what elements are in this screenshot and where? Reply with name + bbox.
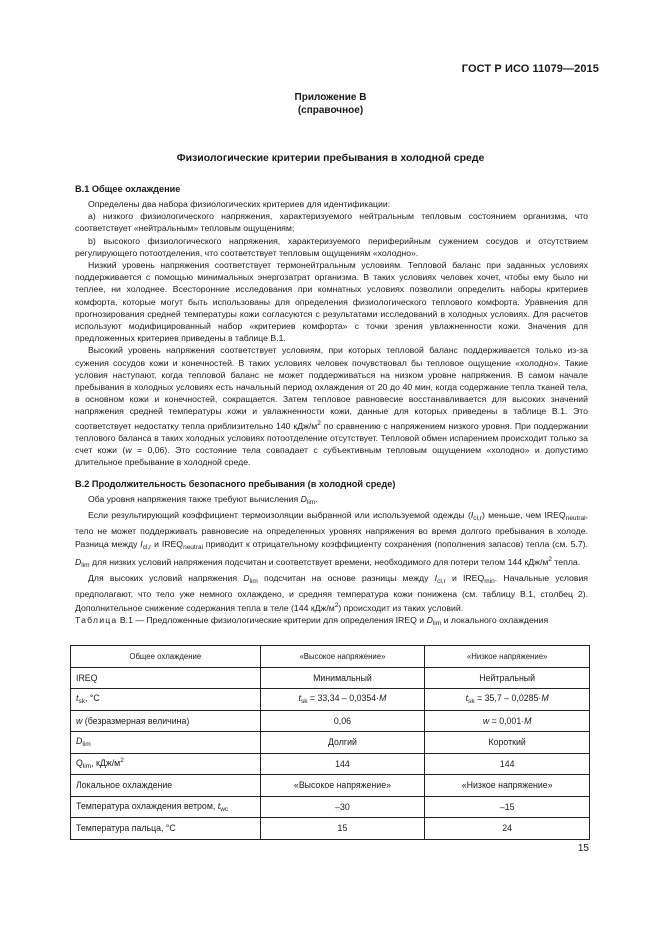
- appendix-subtitle: (справочное): [297, 105, 364, 116]
- table-header-cell: «Высокое напряжение»: [260, 646, 425, 668]
- table-cell: $t_{sk} = 33,34 - 0,0354\cdot M$: [260, 689, 425, 711]
- table-cell: w (безразмерная величина): [71, 710, 261, 732]
- table-row: [71, 732, 590, 754]
- table-header-cell: «Низкое напряжение»: [425, 646, 590, 668]
- table-cell: «Низкое напряжение»: [425, 775, 590, 797]
- table-cell: w = 0,001·M: [425, 710, 590, 732]
- standard-header: ГОСТ Р ИСО 11079—2015: [461, 63, 599, 75]
- table-cell: 24: [425, 818, 590, 840]
- table-cell: Минимальный: [260, 667, 425, 689]
- table-row: [71, 667, 590, 689]
- table-row: [71, 796, 590, 818]
- table-header-row: [71, 646, 590, 668]
- table-cell: –30: [260, 796, 425, 818]
- table-row: [71, 775, 590, 797]
- paragraph: а) низкого физиологического напряжения, характеризуемого нейтральным тепловым состоянием организма, что соответствует «нейтральным» тепловым ощущениям;: [75, 211, 588, 234]
- paragraph: Если результирующий коэффициент термоизоляции выбранной или используемой одежды $(I_{cl,r})$ меньше, чем $IREQ_{neutral}$, тело не может поддерживать равновесие на определенных уровнях напряжения во время долгого пребывания в холоде. Разница между $I_{cl,r}$ и $IREQ_{neutral}$ приводит к отрицательному коэффициенту сохранения (пополнения запасов) тепла (см. 5.7). $D_{lim}$ для низких условий напряжения подсчитан и соответствует времени, необходимого для потери телом 144 кДж/$м^2$ тепла.: [75, 510, 588, 569]
- table-cell: «Высокое напряжение»: [260, 775, 425, 797]
- table-cell: $Q_{lim}$, кДж/$м^2$: [71, 753, 261, 775]
- table-row: [71, 689, 590, 711]
- table-cell: Долгий: [260, 732, 425, 754]
- section-heading: В.1 Общее охлаждение: [75, 184, 181, 194]
- table-cell: Короткий: [425, 732, 590, 754]
- section1-body: [75, 198, 588, 468]
- table-cell: 144: [425, 753, 590, 775]
- appendix-title: Приложение В: [294, 92, 367, 103]
- paragraph: Для высоких условий напряжения $D_{lim}$ подсчитан на основе разницы между $I_{cl,r}$ и $IREQ_{min}$. Начальные условия предполагают, что тело уже немного охлаждено, и средняя температура кожи понижена (см. таблицу В.1, столбец 2). Дополнительное снижение содержания тепла в теле (144 кДж/$м^2$) происходит из таких условий.: [75, 573, 589, 614]
- paragraph: Оба уровня напряжения также требуют вычисления $D_{lim}$.: [88, 494, 318, 506]
- table-caption: Таблица В.1 — Предложенные физиологические критерии для определения IREQ и $D_{lim}$ и локального охлаждения: [75, 615, 549, 627]
- table-cell: IREQ: [71, 667, 261, 689]
- page-number: 15: [577, 843, 589, 854]
- table-cell: Температура охлаждения ветром, $t_{wc}$: [71, 796, 261, 818]
- table-cell: Локальное охлаждение: [71, 775, 261, 797]
- paragraph: b) высокого физиологического напряжения, характеризуемого периферийным сужением сосудов и отсутствием регулирующего потоотделения, что соответствует тепловым ощущениям «холодно».: [75, 235, 588, 258]
- section2-body: [75, 493, 588, 615]
- table-cell: Температура пальца, °C: [71, 818, 261, 840]
- table-row: [71, 753, 590, 775]
- table-row: [71, 818, 590, 840]
- paragraph: Высокий уровень напряжения соответствует условиям, при которых тепловой баланс поддерживается только из-за сужения сосудов кожи и конечностей. В таких условиях человек почувствовал бы тепловое ощущение «холодно». Такие условия наступают, когда тепловой баланс не может поддерживаться на низком уровне напряжения. В самом начале пребывания в холодных условиях есть начальный период охлаждения от 20 до 40 мин, когда содержание тепла тканей тела, в основном кожи и конечностей, сокращается. Затем тепловое равновесие восстанавливается для высоких значений напряжения средней температуры кожи и увлажненности кожи, данные для которых приведены в таблице В.1. Это соответствует недостатку тепла приблизительно 140 кДж/$м^2$ по сравнению с напряжением низкого уровня. При поддержании теплового баланса в таких холодных условиях потоотделение отсутствует. Тепловой обмен испарением происходит только за счет кожи (w = 0,06). Это состояние тела совпадает с субъективным тепловым ощущением «холодно» и допустимо длительное пребывание в холодной среде.: [75, 345, 589, 468]
- table-cell: $t_{sk}$, °C: [71, 689, 261, 711]
- paragraph: Низкий уровень напряжения соответствует термонейтральным условиям. Тепловой баланс при заданных условиях поддерживается с помощью минимальных энергозатрат организма. В таких условиях человек хочет, чтобы ему было ни теплее, ни холоднее. Всесторонние исследования при комнатных условиях позволили определить наборы критериев комфорта, которые могут быть использованы для определения физиологического теплового комфорта. Уравнения для прогнозирования средней температуры кожи согласуются с результатами исследований в холодных условиях. Для расчетов используют модифицированный набор «критериев комфорта» с точки зрения увлажненности кожи. Значения для предложенных критериев приведены в таблице В.1.: [75, 260, 588, 344]
- paragraph: Определены два набора физиологических критериев для идентификации:: [88, 199, 391, 209]
- document-title: Физиологические критерии пребывания в холодной среде: [176, 152, 485, 164]
- criteria-table: [70, 645, 590, 840]
- table-row: [71, 710, 590, 732]
- table-cell: Нейтральный: [425, 667, 590, 689]
- table-cell: $t_{sk} = 35,7 - 0,0285\cdot M$: [425, 689, 590, 711]
- table-cell: 0,06: [260, 710, 425, 732]
- table-cell: 144: [260, 753, 425, 775]
- table-cell: $D_{lim}$: [71, 732, 261, 754]
- table-header-cell: Общее охлаждение: [71, 646, 261, 668]
- section-heading: В.2 Продолжительность безопасного пребывания (в холодной среде): [75, 479, 396, 489]
- table-cell: –15: [425, 796, 590, 818]
- table-cell: 15: [260, 818, 425, 840]
